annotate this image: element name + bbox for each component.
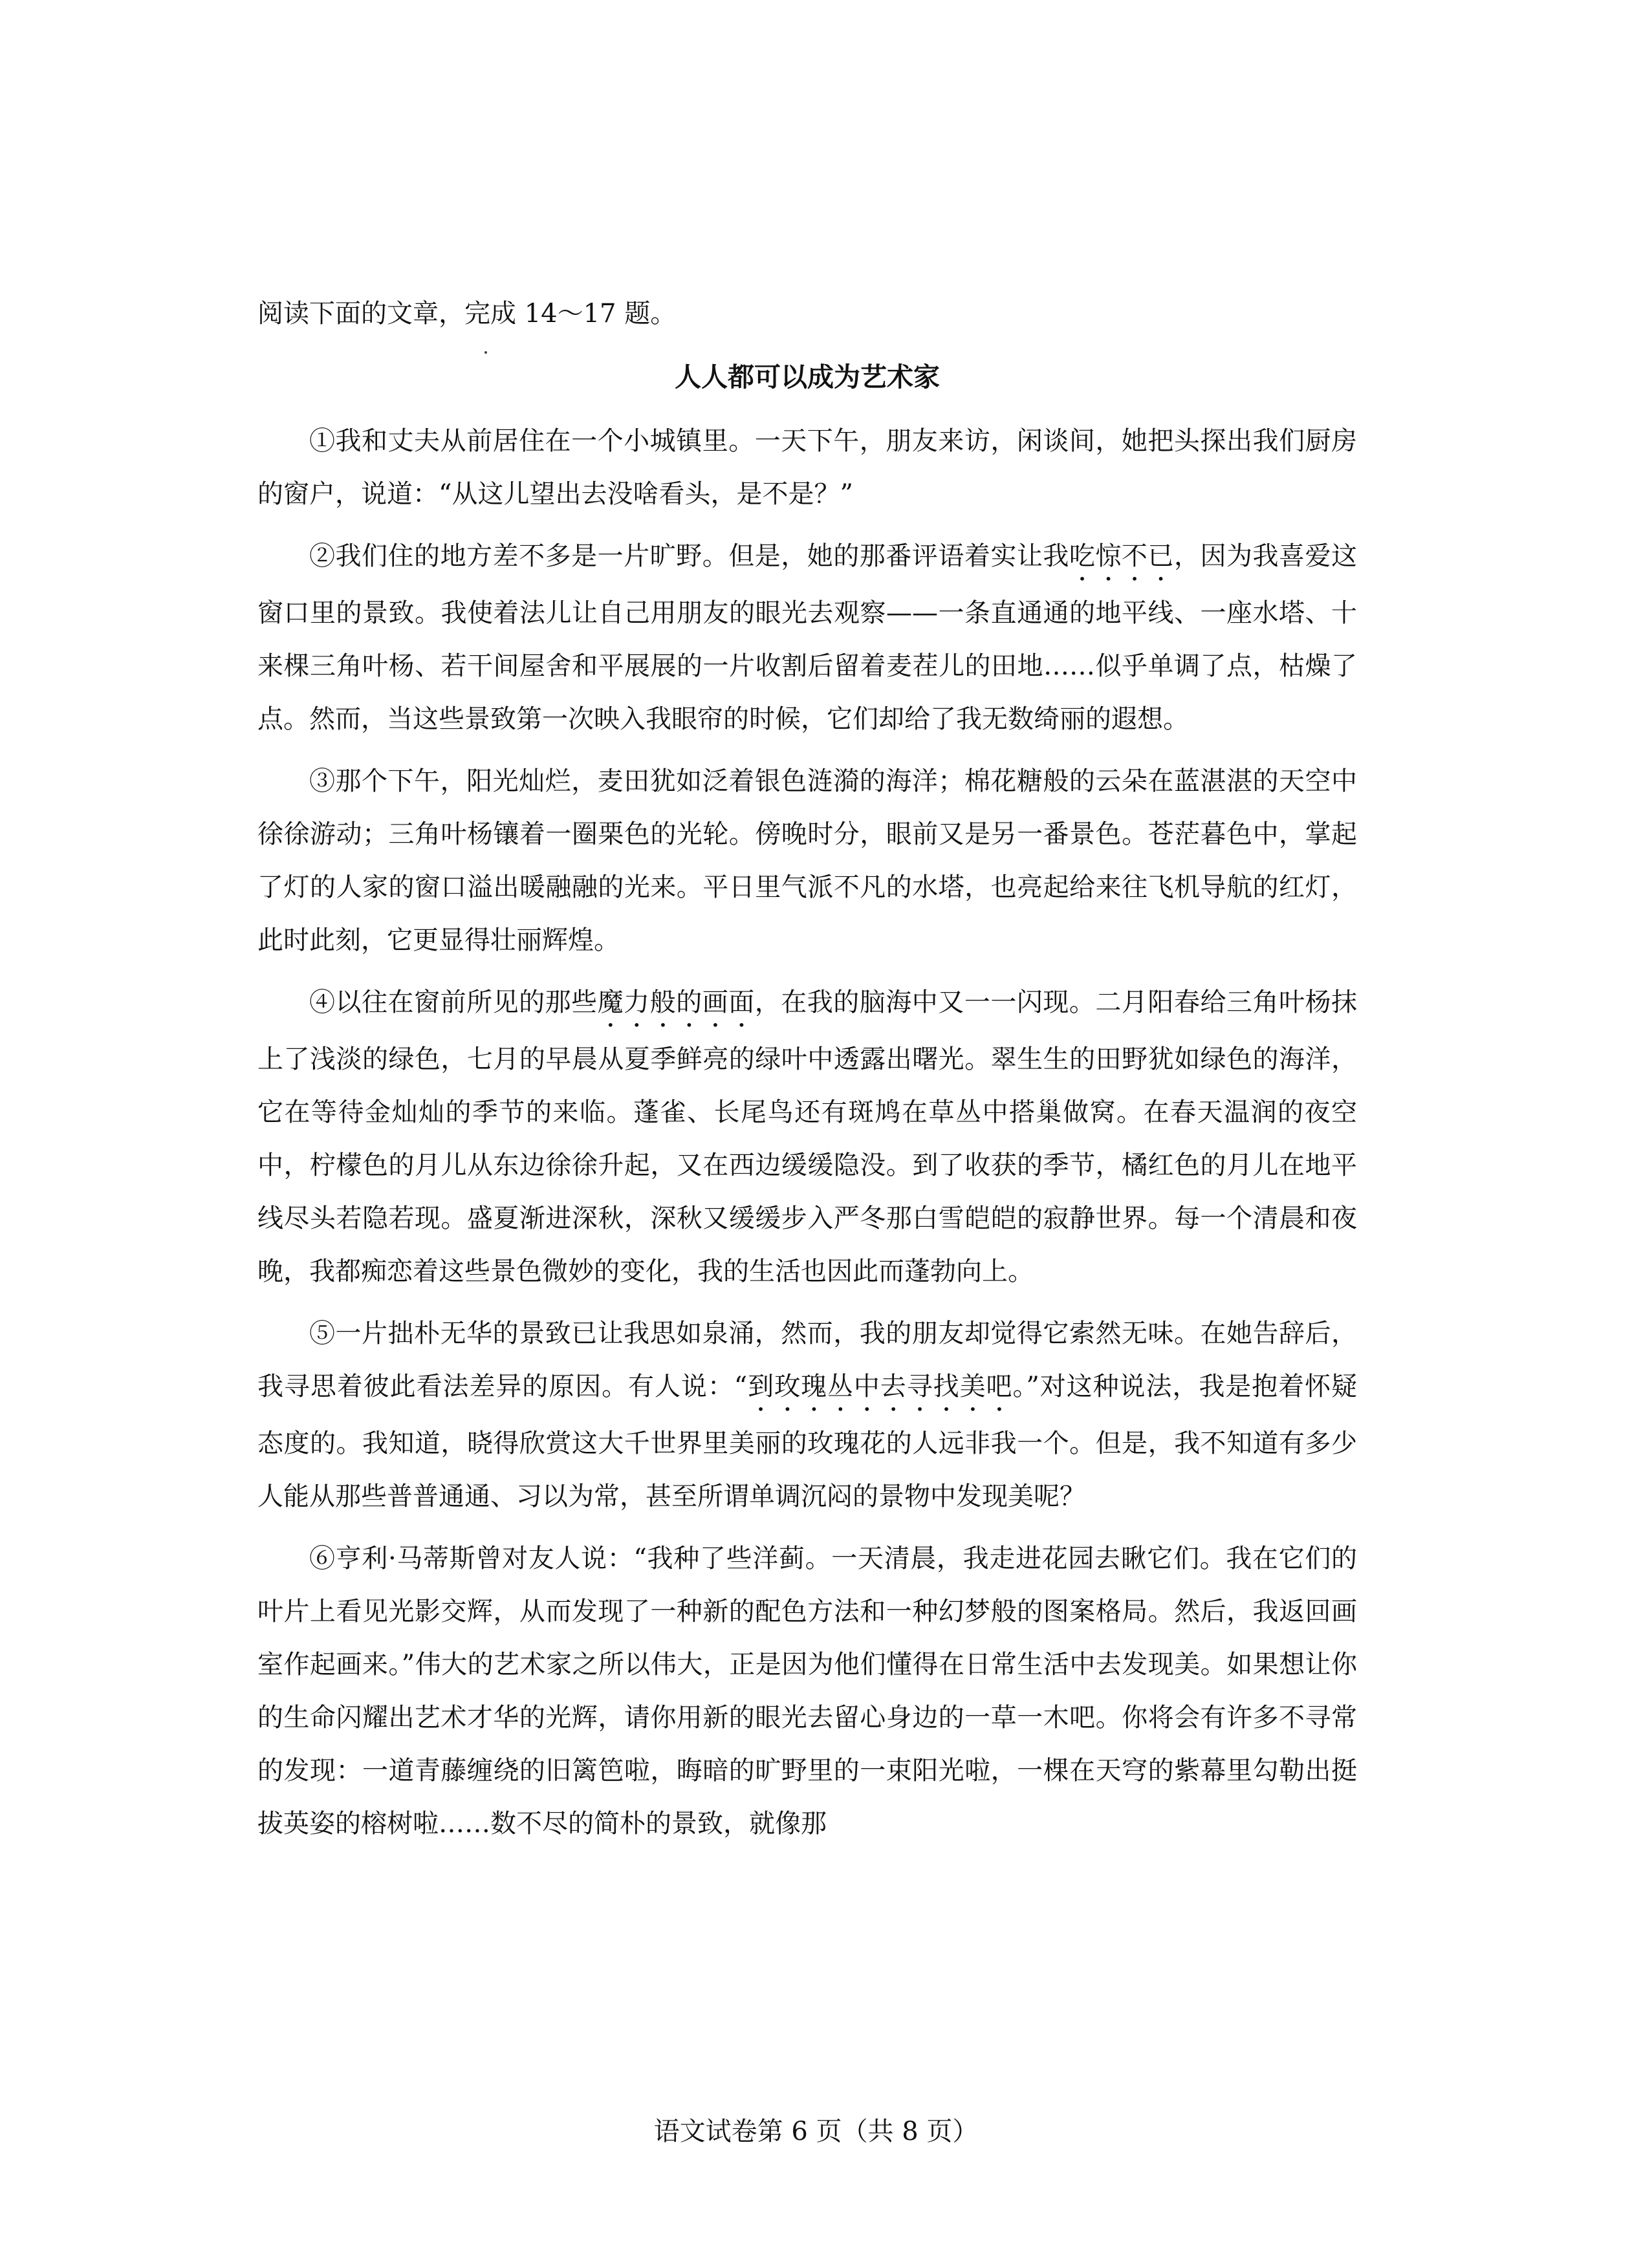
paragraph-3 [257, 755, 1357, 967]
paragraph-2-emphasis: 吃惊不已 [1069, 541, 1174, 571]
paragraph-5-text-b: 。”对这种说法，我是抱着怀疑态度的。我知道，晓得欣赏这大千世界里美丽的玫瑰花的人远非我一个。但是，我不知道有多少人能从那些普普通通、习以为常，甚至所谓单调沉闷的景物中发现美呢？ [257, 1372, 1358, 1511]
article-title: 人人都可以成为艺术家 [675, 362, 940, 393]
paragraph-5 [257, 1307, 1357, 1523]
paragraph-6 [257, 1532, 1357, 1850]
paragraph-2-text-b: ，因为我喜爱这窗口里的景致。我使着法儿让自己用朋友的眼光去观察——一条直通通的地平线、一座水塔、十来棵三角叶杨、若干间屋舍和平展展的一片收割后留着麦茬儿的田地……似乎单调了点，枯燥了点。然而，当这些景致第一次映入我眼帘的时候，它们却给了我无数绮丽的遐想。 [257, 541, 1358, 734]
reading-instruction: 阅读下面的文章，完成 14～17 题。 [257, 299, 677, 329]
paragraph-6-text: ⑥亨利·马蒂斯曾对友人说：“我种了些洋蓟。一天清晨，我走进花园去瞅它们。我在它们的叶片上看见光影交辉，从而发现了一种新的配色方法和一种幻梦般的图案格局。然后，我返回画室作起画来。”伟大的艺术家之所以伟大，正是因为他们懂得在日常生活中去发现美。如果想让你的生命闪耀出艺术才华的光辉，请你用新的眼光去留心身边的一草一木吧。你将会有许多不寻常的发现：一道青藤缠绕的旧篱笆啦，晦暗的旷野里的一束阳光啦，一棵在天穹的紫幕里勾勒出挺拔英姿的榕树啦……数不尽的简朴的景致，就像那 [257, 1544, 1357, 1839]
paragraph-1 [257, 415, 1357, 521]
paragraph-3-text: ③那个下午，阳光灿烂，麦田犹如泛着银色涟漪的海洋；棉花糖般的云朵在蓝湛湛的天空中徐徐游动；三角叶杨镶着一圈栗色的光轮。傍晚时分，眼前又是另一番景色。苍茫暮色中，掌起了灯的人家的窗口溢出暖融融的光来。平日里气派不凡的水塔，也亮起给来往飞机导航的红灯，此时此刻，它更显得壮丽辉煌。 [257, 766, 1357, 955]
paragraph-5-text-a: ⑤一片拙朴无华的景致已让我思如泉涌，然而，我的朋友却觉得它索然无味。在她告辞后，我寻思着彼此看法差异的原因。有人说：“ [257, 1319, 1357, 1401]
paragraph-2 [257, 530, 1357, 746]
paragraph-4-emphasis: 魔力般的画面 [597, 988, 755, 1017]
document-page [257, 294, 1357, 1859]
paragraph-4-text-b: ，在我的脑海中又一一闪现。二月阳春给三角叶杨抹上了浅淡的绿色，七月的早晨从夏季鲜亮的绿叶中透露出曙光。翠生生的田野犹如绿色的海洋，它在等待金灿灿的季节的来临。蓬雀、长尾鸟还有斑鸠在草丛中搭巢做窝。在春天温润的夜空中，柠檬色的月儿从东边徐徐升起，又在西边缓缓隐没。到了收获的季节，橘红色的月儿在地平线尽头若隐若现。盛夏渐进深秋，深秋又缓缓步入严冬那白雪皑皑的寂静世界。每一个清晨和夜晚，我都痴恋着这些景色微妙的变化，我的生活也因此而蓬勃向上。 [257, 988, 1358, 1286]
paragraph-5-emphasis: 到玫瑰丛中去寻找美吧 [747, 1372, 1013, 1401]
paragraph-4 [257, 976, 1357, 1298]
paragraph-4-text-a: ④以往在窗前所见的那些 [309, 988, 598, 1017]
page-footer: 语文试卷第 6 页（共 8 页） [653, 2117, 979, 2146]
paragraph-1-text: ①我和丈夫从前居住在一个小城镇里。一天下午，朋友来访，闲谈间，她把头探出我们厨房的窗户，说道：“从这儿望出去没啥看头，是不是？” [257, 426, 1357, 509]
paragraph-2-text-a: ②我们住的地方差不多是一片旷野。但是，她的那番评语着实让我 [309, 541, 1069, 571]
